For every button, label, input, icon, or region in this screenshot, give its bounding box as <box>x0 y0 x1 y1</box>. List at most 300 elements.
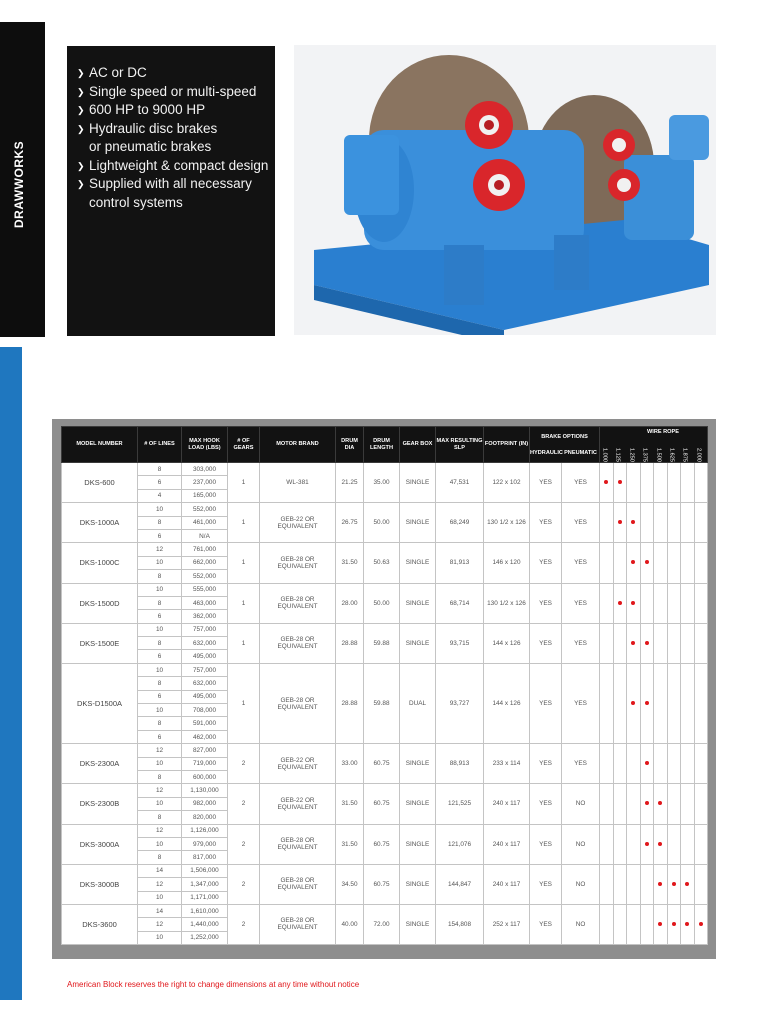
chevron-right-icon: ❯ <box>77 160 85 171</box>
hook-load-cell: 1,171,000 <box>182 891 228 904</box>
pneumatic-cell: NO <box>562 784 600 824</box>
chevron-right-icon: ❯ <box>77 68 85 78</box>
gears-cell: 1 <box>228 623 260 663</box>
header-motor-brand: MOTOR BRAND <box>260 427 336 463</box>
pneumatic-cell: YES <box>562 663 600 743</box>
gear-box-cell: SINGLE <box>400 824 436 864</box>
table-row <box>62 583 708 596</box>
hydraulic-cell: YES <box>530 744 562 784</box>
wire-rope-cell <box>667 623 681 663</box>
hydraulic-cell: YES <box>530 864 562 904</box>
drum-dia-cell: 33.00 <box>336 744 364 784</box>
hook-load-cell: 552,000 <box>182 503 228 516</box>
header-brake-options <box>530 427 600 463</box>
pneumatic-cell: YES <box>562 623 600 663</box>
hydraulic-cell: YES <box>530 663 562 743</box>
wire-rope-cell <box>694 904 708 944</box>
wire-rope-cell <box>600 784 614 824</box>
compatible-dot-icon <box>631 641 635 645</box>
footprint-cell: 233 x 114 <box>484 744 530 784</box>
wire-rope-cell <box>681 463 695 503</box>
lines-cell: 4 <box>138 489 182 502</box>
gear-box-cell: SINGLE <box>400 623 436 663</box>
lines-cell: 8 <box>138 596 182 609</box>
feature-list-panel <box>67 46 275 336</box>
wire-rope-cell <box>654 623 668 663</box>
header-max-slp: MAX RESULTING SLP <box>436 427 484 463</box>
wire-rope-cell <box>600 623 614 663</box>
hook-load-cell: 463,000 <box>182 596 228 609</box>
drum-dia-cell: 31.50 <box>336 543 364 583</box>
wire-rope-cell <box>613 744 627 784</box>
lines-cell: 10 <box>138 503 182 516</box>
wire-rope-cell <box>681 864 695 904</box>
wire-rope-cell <box>613 623 627 663</box>
table-row <box>62 663 708 676</box>
drum-dia-cell: 28.88 <box>336 623 364 663</box>
wire-rope-cell <box>600 744 614 784</box>
lines-cell: 10 <box>138 891 182 904</box>
drawworks-specifications-table <box>61 426 708 945</box>
gear-box-cell: SINGLE <box>400 864 436 904</box>
lines-cell: 10 <box>138 757 182 770</box>
drum-length-cell: 60.75 <box>364 864 400 904</box>
motor <box>669 115 709 160</box>
header-drum-dia: DRUM DIA <box>336 427 364 463</box>
feature-item <box>77 175 275 194</box>
wire-rope-cell <box>600 663 614 743</box>
table-body <box>62 463 708 945</box>
wire-rope-cell <box>667 864 681 904</box>
hook-load-cell: 632,000 <box>182 677 228 690</box>
feature-text: Single speed or multi-speed <box>89 83 257 99</box>
compatible-dot-icon <box>645 701 649 705</box>
lines-cell: 8 <box>138 463 182 476</box>
compatible-dot-icon <box>645 560 649 564</box>
gear-box-cell: SINGLE <box>400 543 436 583</box>
wire-rope-size-label <box>694 448 707 462</box>
wire-rope-cell <box>681 663 695 743</box>
model-number-cell: DKS-1500D <box>62 583 138 623</box>
table-row <box>62 623 708 636</box>
wire-rope-size-text: 2.000 <box>694 448 701 462</box>
pneumatic-cell: YES <box>562 463 600 503</box>
compatible-dot-icon <box>631 701 635 705</box>
hook-load-cell: 1,506,000 <box>182 864 228 877</box>
lines-cell: 6 <box>138 529 182 542</box>
drum-length-cell: 50.00 <box>364 583 400 623</box>
wire-rope-sizes <box>600 438 707 462</box>
feature-text: Supplied with all necessary <box>89 176 252 191</box>
disclaimer-footnote: American Block reserves the right to change dimensions at any time without notice <box>67 980 360 989</box>
wire-rope-cell <box>613 663 627 743</box>
gear-box-cell: SINGLE <box>400 503 436 543</box>
drum-dia-cell: 28.00 <box>336 583 364 623</box>
hook-load-cell: 600,000 <box>182 770 228 783</box>
lines-cell: 10 <box>138 556 182 569</box>
compatible-dot-icon <box>699 922 703 926</box>
lines-cell: 6 <box>138 476 182 489</box>
motor-brand-cell: GEB-28 OR EQUIVALENT <box>260 583 336 623</box>
wire-rope-cell <box>681 904 695 944</box>
hook-load-cell: 632,000 <box>182 637 228 650</box>
hook-load-cell: 757,000 <box>182 663 228 676</box>
lines-cell: 10 <box>138 623 182 636</box>
compatible-dot-icon <box>658 882 662 886</box>
lines-cell: 12 <box>138 784 182 797</box>
model-number-cell: DKS-2300A <box>62 744 138 784</box>
header-brake-options-label: BRAKE OPTIONS <box>541 433 588 440</box>
compatible-dot-icon <box>631 560 635 564</box>
feature-item <box>77 138 275 157</box>
feature-text: 600 HP to 9000 HP <box>89 102 206 117</box>
hook-load-cell: 462,000 <box>182 730 228 743</box>
wire-rope-cell <box>654 744 668 784</box>
wire-rope-cell <box>600 463 614 503</box>
gear-box-cell: SINGLE <box>400 463 436 503</box>
pneumatic-cell: YES <box>562 503 600 543</box>
lines-cell: 8 <box>138 851 182 864</box>
feature-item <box>77 194 275 213</box>
footprint-cell: 240 x 117 <box>484 864 530 904</box>
wire-rope-cell <box>654 583 668 623</box>
hook-load-cell: 237,000 <box>182 476 228 489</box>
wire-rope-cell <box>613 824 627 864</box>
wire-rope-cell <box>600 824 614 864</box>
hydraulic-cell: YES <box>530 904 562 944</box>
feature-item <box>77 83 275 102</box>
hook-load-cell: 708,000 <box>182 704 228 717</box>
wire-rope-cell <box>667 543 681 583</box>
wire-rope-cell <box>667 663 681 743</box>
wire-rope-size-label <box>680 448 693 462</box>
wire-rope-size-text: 1.000 <box>601 448 607 462</box>
lines-cell: 12 <box>138 918 182 931</box>
hook-load-cell: 761,000 <box>182 543 228 556</box>
wire-rope-cell <box>627 543 641 583</box>
max-slp-cell: 121,076 <box>436 824 484 864</box>
max-slp-cell: 121,525 <box>436 784 484 824</box>
hydraulic-cell: YES <box>530 583 562 623</box>
hydraulic-cell: YES <box>530 503 562 543</box>
gears-cell: 1 <box>228 463 260 503</box>
wire-rope-cell <box>667 744 681 784</box>
footprint-cell: 130 1/2 x 126 <box>484 503 530 543</box>
pneumatic-cell: NO <box>562 824 600 864</box>
wire-rope-cell <box>681 503 695 543</box>
wire-rope-cell <box>654 543 668 583</box>
motor-brand-cell: GEB-22 OR EQUIVALENT <box>260 784 336 824</box>
table-row <box>62 463 708 476</box>
wire-rope-cell <box>694 744 708 784</box>
motor-brand-cell: GEB-22 OR EQUIVALENT <box>260 744 336 784</box>
header-gear-box: GEAR BOX <box>400 427 436 463</box>
drum-dia-cell: 31.50 <box>336 824 364 864</box>
max-slp-cell: 68,714 <box>436 583 484 623</box>
blue-side-bar <box>0 347 22 1000</box>
wire-rope-cell <box>640 543 654 583</box>
drum-length-cell: 35.00 <box>364 463 400 503</box>
lines-cell: 10 <box>138 797 182 810</box>
footprint-cell: 122 x 102 <box>484 463 530 503</box>
compatible-dot-icon <box>658 922 662 926</box>
wire-rope-cell <box>627 583 641 623</box>
header-hydraulic: HYDRAULIC <box>530 449 563 456</box>
feature-item <box>77 157 275 176</box>
hook-load-cell: 757,000 <box>182 623 228 636</box>
wire-rope-cell <box>600 864 614 904</box>
motor-brand-cell: GEB-28 OR EQUIVALENT <box>260 904 336 944</box>
hydraulic-cell: YES <box>530 543 562 583</box>
max-slp-cell: 88,913 <box>436 744 484 784</box>
lines-cell: 6 <box>138 650 182 663</box>
compatible-dot-icon <box>685 882 689 886</box>
wire-rope-cell <box>640 904 654 944</box>
hook-load-cell: 1,130,000 <box>182 784 228 797</box>
feature-list <box>77 64 275 212</box>
table-row <box>62 904 708 917</box>
header-drum-length: DRUM LENGTH <box>364 427 400 463</box>
wire-rope-size-label <box>640 448 653 462</box>
wire-rope-cell <box>627 503 641 543</box>
drum-dia-cell: 34.50 <box>336 864 364 904</box>
compatible-dot-icon <box>685 922 689 926</box>
model-number-cell: DKS-3600 <box>62 904 138 944</box>
hook-load-cell: 461,000 <box>182 516 228 529</box>
table-row <box>62 543 708 556</box>
gears-cell: 2 <box>228 824 260 864</box>
wire-rope-cell <box>613 463 627 503</box>
wire-rope-cell <box>613 784 627 824</box>
wire-rope-cell <box>681 824 695 864</box>
feature-text: Hydraulic disc brakes <box>89 120 218 136</box>
compatible-dot-icon <box>658 842 662 846</box>
lines-cell: 8 <box>138 717 182 730</box>
hook-load-cell: 719,000 <box>182 757 228 770</box>
footprint-cell: 144 x 126 <box>484 623 530 663</box>
gears-cell: 2 <box>228 744 260 784</box>
footprint-cell: 130 1/2 x 126 <box>484 583 530 623</box>
hook-load-cell: 1,610,000 <box>182 904 228 917</box>
wire-rope-cell <box>613 904 627 944</box>
drum-length-cell: 59.88 <box>364 663 400 743</box>
gear-box-cell: SINGLE <box>400 904 436 944</box>
wire-rope-cell <box>654 784 668 824</box>
wire-rope-cell <box>681 583 695 623</box>
wire-rope-cell <box>613 503 627 543</box>
wire-rope-cell <box>681 543 695 583</box>
lines-cell: 12 <box>138 543 182 556</box>
lines-cell: 6 <box>138 730 182 743</box>
motor-brand-cell: GEB-28 OR EQUIVALENT <box>260 663 336 743</box>
wire-rope-cell <box>600 904 614 944</box>
hook-load-cell: 495,000 <box>182 650 228 663</box>
wire-rope-cell <box>640 623 654 663</box>
wire-rope-cell <box>667 904 681 944</box>
wire-rope-cell <box>667 463 681 503</box>
gears-cell: 1 <box>228 663 260 743</box>
model-number-cell: DKS-2300B <box>62 784 138 824</box>
wire-rope-cell <box>613 864 627 904</box>
wire-rope-size-label <box>667 448 680 462</box>
wire-rope-cell <box>627 784 641 824</box>
wire-rope-cell <box>667 583 681 623</box>
wire-rope-cell <box>681 623 695 663</box>
table-row <box>62 503 708 516</box>
wire-rope-cell <box>640 463 654 503</box>
footprint-cell: 144 x 126 <box>484 663 530 743</box>
wire-rope-cell <box>600 503 614 543</box>
compatible-dot-icon <box>631 601 635 605</box>
compatible-dot-icon <box>631 520 635 524</box>
pneumatic-cell: YES <box>562 744 600 784</box>
compatible-dot-icon <box>618 520 622 524</box>
wire-rope-cell <box>640 583 654 623</box>
feature-text: AC or DC <box>89 65 147 80</box>
hook-load-cell: 552,000 <box>182 570 228 583</box>
footprint-cell: 240 x 117 <box>484 824 530 864</box>
wire-rope-cell <box>654 503 668 543</box>
drum-length-cell: 60.75 <box>364 744 400 784</box>
model-number-cell: DKS-1500E <box>62 623 138 663</box>
wire-rope-cell <box>694 623 708 663</box>
header-hook-load: MAX HOOK LOAD (LBS) <box>182 427 228 463</box>
wire-rope-cell <box>627 744 641 784</box>
chevron-right-icon: ❯ <box>77 105 85 115</box>
header-model-number: MODEL NUMBER <box>62 427 138 463</box>
lines-cell: 8 <box>138 811 182 824</box>
wire-rope-cell <box>600 583 614 623</box>
wire-rope-cell <box>654 904 668 944</box>
hook-load-cell: 495,000 <box>182 690 228 703</box>
specifications-table-frame <box>52 419 716 959</box>
motor-brand-cell: GEB-28 OR EQUIVALENT <box>260 824 336 864</box>
section-label: DRAWWORKS <box>12 140 26 228</box>
wire-rope-cell <box>640 864 654 904</box>
wire-rope-cell <box>627 864 641 904</box>
header-lines: # OF LINES <box>138 427 182 463</box>
pneumatic-cell: NO <box>562 904 600 944</box>
hook-load-cell: 1,126,000 <box>182 824 228 837</box>
motor-brand-cell: GEB-22 OR EQUIVALENT <box>260 503 336 543</box>
motor-brand-cell: GEB-28 OR EQUIVALENT <box>260 623 336 663</box>
hook-load-cell: 1,252,000 <box>182 931 228 944</box>
wire-rope-cell <box>694 463 708 503</box>
wire-rope-size-text: 1.250 <box>627 448 634 462</box>
lines-cell: 8 <box>138 570 182 583</box>
feature-text: control systems <box>89 194 183 210</box>
lines-cell: 8 <box>138 770 182 783</box>
wire-rope-size-label <box>613 448 626 462</box>
lines-cell: 10 <box>138 704 182 717</box>
wire-rope-cell <box>640 784 654 824</box>
wire-rope-cell <box>640 503 654 543</box>
feature-item <box>77 64 275 83</box>
wire-rope-cell <box>681 744 695 784</box>
pneumatic-cell: YES <box>562 583 600 623</box>
wire-rope-cell <box>694 824 708 864</box>
gears-cell: 2 <box>228 864 260 904</box>
wire-rope-cell <box>667 503 681 543</box>
lines-cell: 12 <box>138 824 182 837</box>
wire-rope-size-text: 1.375 <box>641 448 648 462</box>
wire-rope-cell <box>640 824 654 864</box>
wire-rope-cell <box>667 824 681 864</box>
drawworks-photo <box>294 45 716 335</box>
wire-rope-cell <box>694 663 708 743</box>
lines-cell: 6 <box>138 610 182 623</box>
drum-length-cell: 60.75 <box>364 824 400 864</box>
gears-cell: 2 <box>228 904 260 944</box>
table-header-row <box>62 427 708 463</box>
footprint-cell: 146 x 120 <box>484 543 530 583</box>
wire-rope-cell <box>694 503 708 543</box>
wire-rope-cell <box>694 864 708 904</box>
model-number-cell: DKS-600 <box>62 463 138 503</box>
hook-load-cell: 1,440,000 <box>182 918 228 931</box>
drum-length-cell: 59.88 <box>364 623 400 663</box>
compatible-dot-icon <box>672 882 676 886</box>
lines-cell: 10 <box>138 663 182 676</box>
gears-cell: 2 <box>228 784 260 824</box>
gears-cell: 1 <box>228 583 260 623</box>
hook-load-cell: 820,000 <box>182 811 228 824</box>
wire-rope-cell <box>654 663 668 743</box>
wire-rope-size-text: 1.125 <box>614 448 621 462</box>
hydraulic-cell: YES <box>530 463 562 503</box>
footprint-cell: 240 x 117 <box>484 784 530 824</box>
wire-rope-size-label <box>627 448 640 462</box>
feature-item <box>77 120 275 139</box>
hook-load-cell: 555,000 <box>182 583 228 596</box>
compatible-dot-icon <box>645 641 649 645</box>
wire-rope-cell <box>681 784 695 824</box>
lines-cell: 8 <box>138 637 182 650</box>
lines-cell: 6 <box>138 690 182 703</box>
drum-dia-cell: 21.25 <box>336 463 364 503</box>
section-tab <box>0 22 45 337</box>
hydraulic-cell: YES <box>530 824 562 864</box>
hook-load-cell: 165,000 <box>182 489 228 502</box>
wire-rope-size-label <box>600 448 613 462</box>
lines-cell: 12 <box>138 878 182 891</box>
chevron-right-icon: ❯ <box>77 179 85 189</box>
wire-rope-cell <box>667 784 681 824</box>
wire-rope-size-label <box>654 448 667 462</box>
drum-length-cell: 50.63 <box>364 543 400 583</box>
drum-dia-cell: 26.75 <box>336 503 364 543</box>
hook-load-cell: 662,000 <box>182 556 228 569</box>
max-slp-cell: 93,727 <box>436 663 484 743</box>
pneumatic-cell: NO <box>562 864 600 904</box>
model-number-cell: DKS-1000C <box>62 543 138 583</box>
compatible-dot-icon <box>658 801 662 805</box>
wire-rope-cell <box>627 904 641 944</box>
max-slp-cell: 81,913 <box>436 543 484 583</box>
wire-rope-cell <box>627 623 641 663</box>
drawworks-machine-illustration <box>294 45 716 335</box>
compatible-dot-icon <box>618 480 622 484</box>
wire-rope-cell <box>654 463 668 503</box>
gear-box-cell: SINGLE <box>400 784 436 824</box>
compatible-dot-icon <box>672 922 676 926</box>
drum-length-cell: 60.75 <box>364 784 400 824</box>
table-row <box>62 824 708 837</box>
wire-rope-cell <box>613 583 627 623</box>
feature-text: or pneumatic brakes <box>89 139 212 154</box>
lines-cell: 10 <box>138 931 182 944</box>
max-slp-cell: 93,715 <box>436 623 484 663</box>
